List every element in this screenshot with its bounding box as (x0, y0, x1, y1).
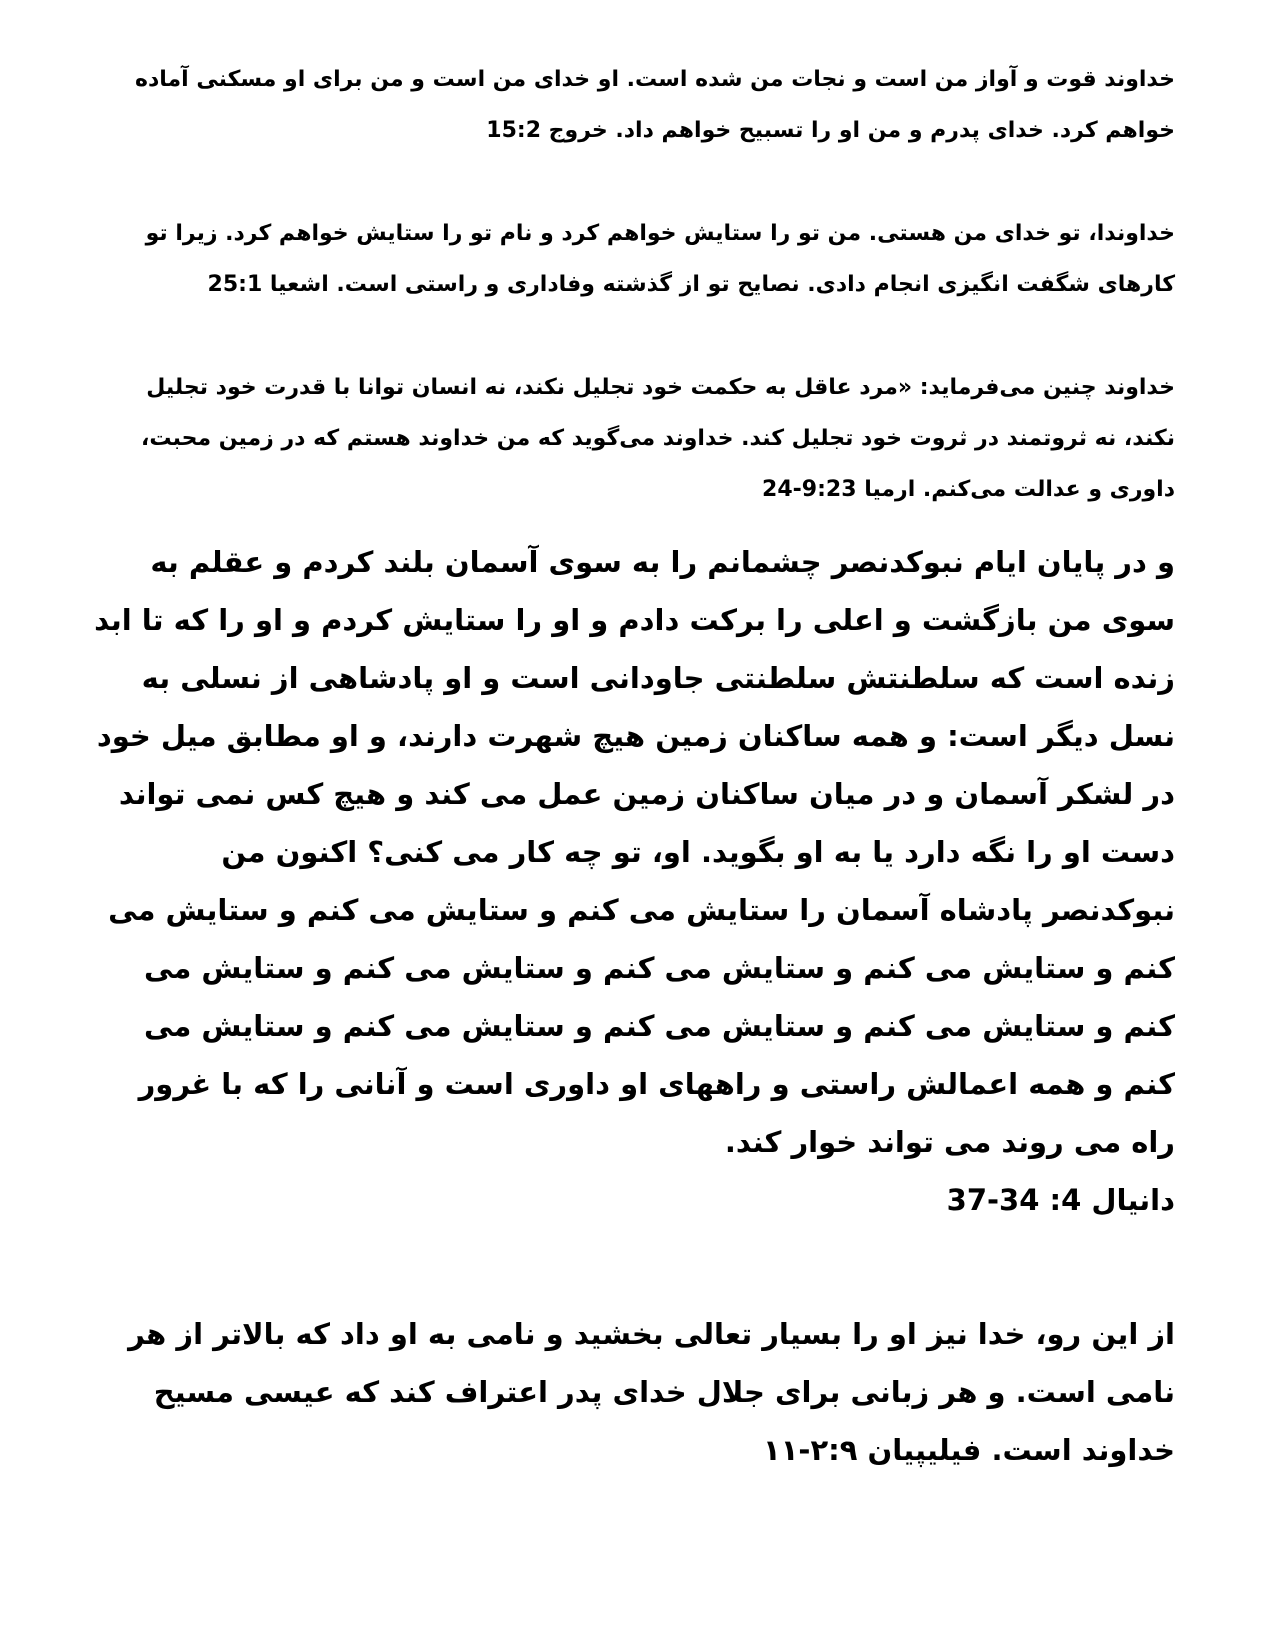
passage-isaiah (88, 208, 1175, 310)
passage-daniel (88, 533, 1175, 1229)
passage-text: و در پایان ایام نبوکدنصر چشمانم را به سوی آسمان بلند کردم و عقلم به سوی من بازگشت و اعلی را برکت دادم و او را ستایش کردم و او را که تا ابد زنده است که سلطنتش سلطنتی جاودانی است و او پادشاهی از نسلی به نسل دیگر است: و همه ساکنان زمین هیچ شهرت دارند، و او مطابق میل خود در لشکر آسمان و در میان ساکنان زمین عمل می کند و هیچ کس نمی تواند دست او را نگه دارد یا به او بگوید. او، تو چه کار می کنی؟ اکنون من نبوکدنصر پادشاه آسمان را ستایش می کنم و ستایش می کنم و ستایش می کنم و ستایش می کنم و ستایش می کنم و ستایش می کنم و ستایش می کنم و ستایش می کنم و ستایش می کنم و ستایش می کنم و ستایش می کنم و همه اعمالش راستی و راههای او داوری است و آنانی را که با غرور راه می روند می تواند خوار کند. (94, 545, 1175, 1159)
passage-jeremiah (88, 362, 1175, 515)
passage-text: خداوند قوت و آواز من است و نجات من شده است. او خدای من است و من برای او مسکنی آماده خواهم کرد. خدای پدرم و من او را تسبیح خواهم داد. خروج 15:2 (134, 67, 1175, 143)
passage-reference: دانیال 4: 34-37 (946, 1183, 1175, 1217)
passage-philippians (88, 1305, 1175, 1479)
passage-exodus (88, 54, 1175, 156)
passage-text: خداوندا، تو خدای من هستی. من تو را ستایش خواهم کرد و نام تو را ستایش خواهم کرد. زیرا تو کارهای شگفت انگیزی انجام دادی. نصایح تو از گذشته وفاداری و راستی است. اشعیا 25:1 (145, 221, 1175, 297)
passage-text: خداوند چنین می‌فرماید: «مرد عاقل به حکمت خود تجلیل نکند، نه انسان توانا با قدرت خود تجلیل نکند، نه ثروتمند در ثروت خود تجلیل کند. خداوند می‌گوید که من خداوند هستم که در زمین محبت، داوری و عدالت می‌کنم. ارمیا 9:23-24 (140, 375, 1175, 502)
passage-text: از این رو، خدا نیز او را بسیار تعالی بخشید و نامی به او داد که بالاتر از هر نامی است. و هر زبانی برای جلال خدای پدر اعتراف کند که عیسی مسیح خداوند است. فیلیپیان ۲:۹-۱۱ (128, 1317, 1175, 1467)
